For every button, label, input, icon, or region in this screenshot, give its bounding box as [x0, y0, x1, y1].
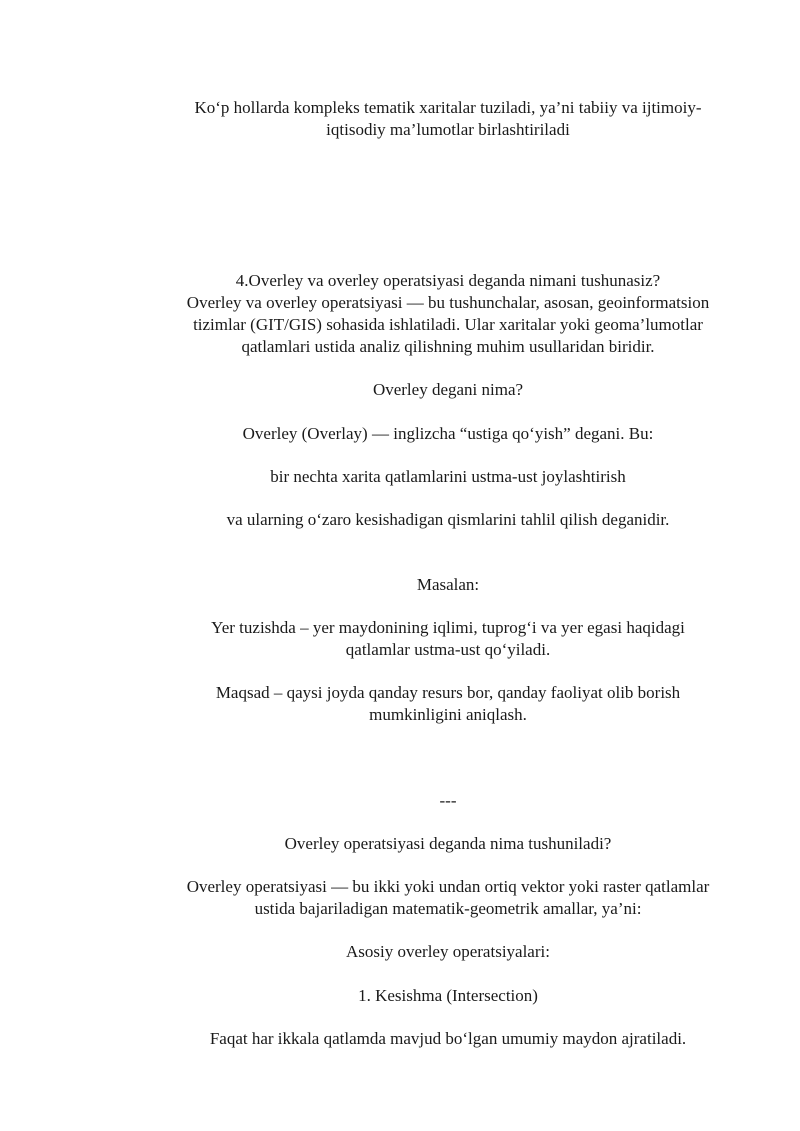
- example-heading: Masalan:: [416, 575, 480, 594]
- question-4-paragraph-line-2: tizimlar (GIT/GIS) sohasida ishlatiladi. Ular xaritalar yoki geoma’lumotlar: [193, 315, 703, 334]
- question-4-paragraph-line-1: Overley va overley operatsiyasi — bu tushunchalar, asosan, geoinformatsion: [186, 293, 710, 312]
- example-item-2-line-1: Maqsad – qaysi joyda qanday resurs bor, qanday faoliyat olib borish: [215, 683, 681, 702]
- overlay-definition-line-2: bir nechta xarita qatlamlarini ustma-ust joylashtirish: [270, 467, 626, 486]
- intersection-description: Faqat har ikkala qatlamda mavjud bo‘lgan umumiy maydon ajratiladi.: [209, 1029, 687, 1048]
- example-item-1-line-2: qatlamlar ustma-ust qo‘yiladi.: [345, 640, 551, 659]
- overlay-definition-line-3: va ularning o‘zaro kesishadigan qismlarini tahlil qilish deganidir.: [226, 510, 670, 529]
- operation-paragraph-line-2: ustida bajariladigan matematik-geometrik amallar, ya’ni:: [254, 899, 642, 918]
- operation-paragraph-line-1: Overley operatsiyasi — bu ikki yoki undan ortiq vektor yoki raster qatlamlar: [186, 877, 710, 896]
- overlay-definition-heading: Overley degani nima?: [372, 380, 524, 399]
- example-item-2-line-2: mumkinligini aniqlash.: [369, 705, 527, 724]
- intro-text-line-1: Ko‘p hollarda kompleks tematik xaritalar tuziladi, ya’ni tabiiy va ijtimoiy-: [194, 98, 702, 117]
- question-4-heading: 4.Overley va overley operatsiyasi deganda nimani tushunasiz?: [235, 271, 661, 290]
- intersection-title: 1. Kesishma (Intersection): [358, 986, 538, 1005]
- overlay-definition-line-1: Overley (Overlay) — inglizcha “ustiga qo‘yish” degani. Bu:: [242, 424, 654, 443]
- operation-heading: Overley operatsiyasi deganda nima tushuniladi?: [284, 834, 612, 853]
- intro-text-line-2: iqtisodiy ma’lumotlar birlashtiriladi: [326, 120, 570, 139]
- question-4-paragraph-line-3: qatlamlari ustida analiz qilishning muhim usullaridan biridir.: [241, 337, 655, 356]
- example-item-1-line-1: Yer tuzishda – yer maydonining iqlimi, tuprog‘i va yer egasi haqidagi: [211, 618, 685, 637]
- operations-subheading: Asosiy overley operatsiyalari:: [346, 942, 550, 961]
- section-separator: ---: [439, 791, 457, 810]
